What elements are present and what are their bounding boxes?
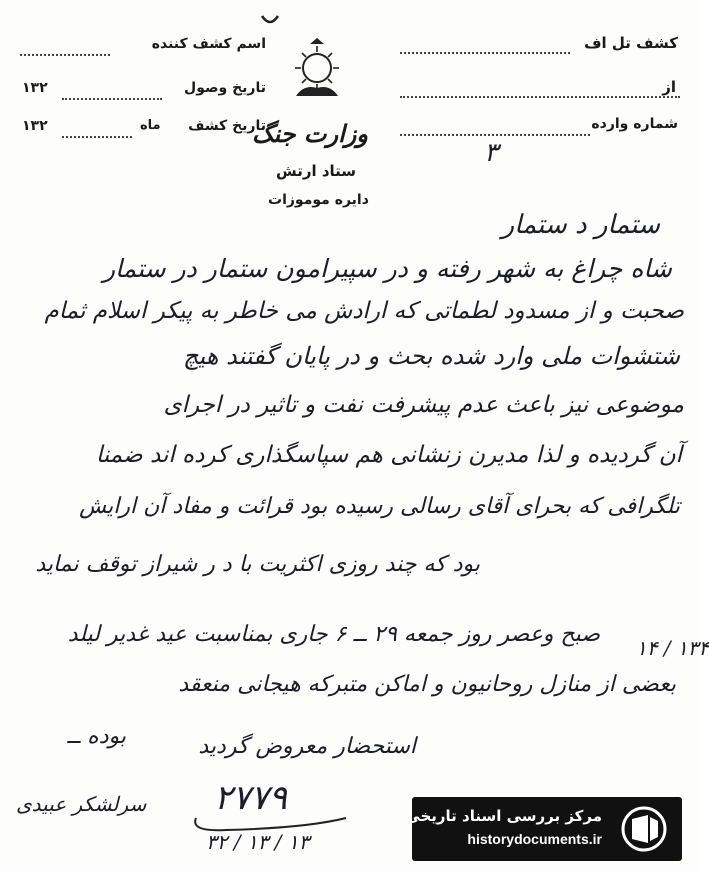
body-line-6: تلگرافی که بحرای آقای رسالی رسیده بود قرائت و مفاد آن ارایش	[79, 494, 680, 519]
page-mark: ۳	[484, 138, 498, 168]
body-line-5: آن گردیده و لذا مدیرن زنشانی هم سپاسگذاری کرده اند ضمنا	[95, 442, 682, 468]
kashf-label: کشف تل اف	[584, 34, 678, 52]
body-line-0: ستمار د ستمار	[501, 210, 660, 240]
sader-dotted-line	[400, 134, 590, 136]
tarikh-vosul-dotted-line	[62, 98, 162, 100]
watermark-title: مرکز بررسی اسناد تاریخی	[405, 807, 602, 825]
tarikh-kashf-label: تاریخ کشف	[188, 118, 266, 134]
body2-line-1: بعضی از منازل روحانیون و اماکن متبرکه هیجانی منعقد	[178, 672, 676, 697]
tarikh-kashf-dotted-line	[62, 136, 132, 138]
tarikh-kashf-year: ۱۳۲	[22, 118, 48, 134]
body-line-2: صحبت و از مسدود لطماتی که ارادش می خاطر به پیکر اسلام ثمام	[44, 298, 684, 324]
watermark-url: historydocuments.ir	[467, 831, 602, 847]
body-line-1: شاه چراغ به شهر رفته و در سپیرامون ستمار در ستمار	[102, 254, 672, 283]
ministry-title: وزارت جنگ	[252, 120, 368, 148]
footer-date-note: ۱۳ / ۱۳ / ۳۲	[206, 830, 310, 854]
body2-line-0: صبح وعصر روز جمعه ۲۹ ــ ۶ جاری بمناسبت عید غدیر لیلد	[67, 622, 600, 647]
body-line-3: شتشوات ملی وارد شده بحث و در پایان گفتند هیچ	[183, 342, 680, 370]
staff-title: ستاد ارتش	[276, 162, 357, 180]
watermark-logo-icon	[618, 805, 670, 853]
tarikh-vosul-year: ۱۳۲	[22, 80, 48, 96]
tarikh-vosul-label: تاریخ وصول	[184, 80, 266, 96]
crescent-icon	[258, 10, 282, 30]
body-line-7: بود که چند روزی اکثریت با د ر شیراز توقف نماید	[35, 552, 480, 577]
watermark-banner	[405, 797, 682, 861]
sader-label: شماره وارده	[591, 116, 678, 132]
body-line-4: موضوعی نیز باعث عدم پیشرفت نفت و تاثیر در اجرای	[163, 392, 684, 418]
footer-number: ۲۷۷۹	[214, 778, 288, 818]
margin-note: ۱۳۴ / ۱۴	[636, 636, 709, 660]
esm-kashf-dotted-line	[20, 54, 110, 56]
body2-line-3: استحضار معروض گردید	[198, 734, 416, 759]
footer-signature: سرلشکر عبیدی	[16, 792, 147, 816]
esm-kashf-label: اسم کشف کننده	[151, 36, 266, 52]
lion-sun-emblem-icon	[282, 38, 352, 108]
tarikh-kashf-month: ماه	[140, 118, 161, 133]
az-dotted-line	[400, 96, 680, 98]
department-title: دایره موموزات	[268, 192, 369, 208]
body2-line-2: بوده ــ	[67, 724, 126, 749]
kashf-dotted-line	[400, 52, 570, 54]
az-label: از	[662, 78, 676, 96]
